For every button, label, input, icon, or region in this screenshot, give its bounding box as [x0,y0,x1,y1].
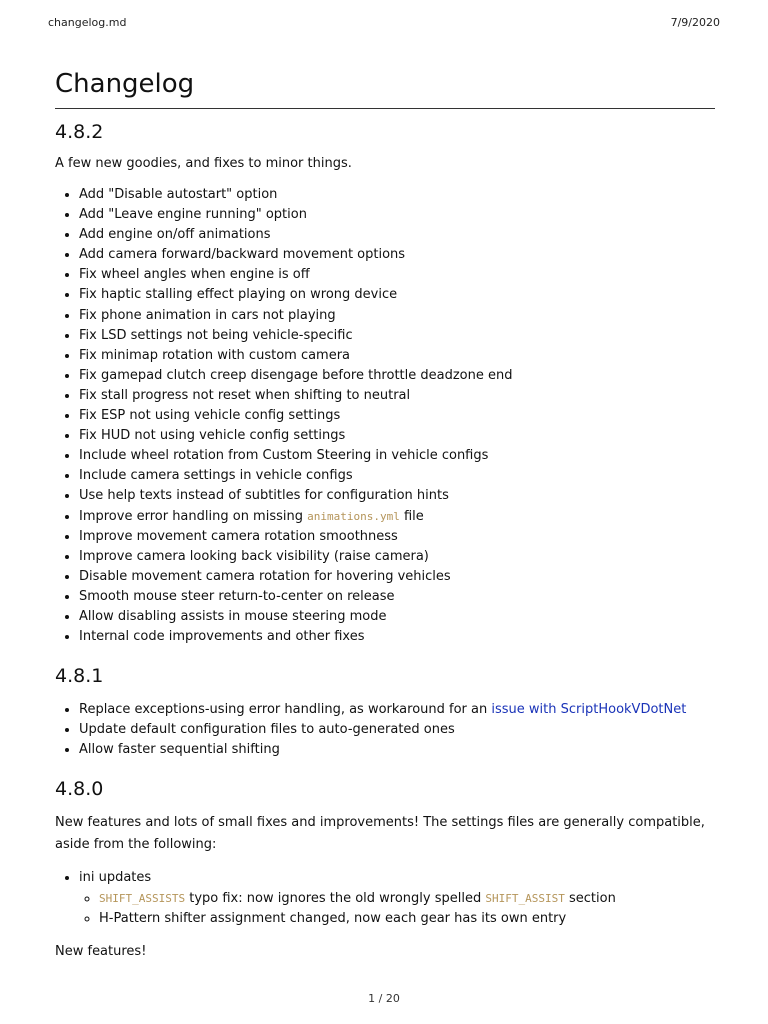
list-item: • Fix haptic stalling effect playing on wrong device [79,285,715,305]
list-item [99,889,715,909]
list-item: • Use help texts instead of subtitles for configuration hints [79,486,715,506]
list-item: • Disable movement camera rotation for hovering vehicles [79,567,715,587]
list-item: • Improve movement camera rotation smoothness [79,527,715,547]
list-item: • Fix minimap rotation with custom camera [79,346,715,366]
list-item-text: file [403,508,424,524]
list-item-text: ini updates [79,870,152,886]
heading-4-8-1: 4.8.1 [55,665,104,688]
inline-code: SHIFT_ASSIST [485,891,565,905]
list-item: • Add engine on/off animations [79,225,715,245]
list-item: • Fix gamepad clutch creep disengage before throttle deadzone end [79,366,715,386]
list-item: • Add camera forward/backward movement options [79,245,715,265]
list-item: • Fix wheel angles when engine is off [79,265,715,285]
heading-4-8-2: 4.8.2 [55,121,104,143]
sub-list [79,889,715,929]
list-item: • Fix HUD not using vehicle config settings [79,426,715,446]
list-item [79,868,715,928]
list-item: • Fix phone animation in cars not playing [79,306,715,326]
list-item: • Add "Disable autostart" option [79,185,715,205]
list-item: • Fix LSD settings not being vehicle-specific [79,326,715,346]
heading-4-8-0: 4.8.0 [55,778,104,801]
scripthookvdotnet-issue-link[interactable]: issue with ScriptHookVDotNet [491,702,687,718]
list-item: • Fix ESP not using vehicle config settings [79,406,715,426]
list-4-8-0 [55,868,715,928]
list-item [79,507,715,527]
inline-code: SHIFT_ASSISTS [99,891,186,905]
list-item: • Smooth mouse steer return-to-center on release [79,587,715,607]
document-body [55,64,715,963]
list-item: • Internal code improvements and other fixes [79,627,715,647]
intro-4-8-2: A few new goodies, and fixes to minor things. [55,156,352,171]
intro-4-8-0: New features and lots of small fixes and improvements! The settings files are generally compatible, aside from the following: [55,815,705,853]
list-item: • Include camera settings in vehicle configs [79,466,715,486]
list-4-8-1 [55,700,715,760]
print-date: 7/9/2020 [670,16,720,29]
list-item-text: Improve error handling on missing [79,508,303,524]
list-item-text: typo fix: now ignores the old wrongly spelled [189,890,482,906]
list-item: • Allow disabling assists in mouse steering mode [79,607,715,627]
list-item [79,700,715,720]
list-item: • Add "Leave engine running" option [79,205,715,225]
page-title: Changelog [55,64,715,109]
list-item: • Allow faster sequential shifting [79,740,715,760]
list-item: • Include wheel rotation from Custom Steering in vehicle configs [79,446,715,466]
new-features-label: New features! [55,943,147,959]
list-item-text: section [569,890,616,906]
inline-code: animations.yml [307,509,400,523]
file-name: changelog.md [48,16,127,29]
list-4-8-2 [55,185,715,647]
page-number: 1 / 20 [368,992,400,1005]
list-item: • Fix stall progress not reset when shifting to neutral [79,386,715,406]
list-item: • Improve camera looking back visibility (raise camera) [79,547,715,567]
list-item-text: Replace exceptions-using error handling, as workaround for an [79,702,488,718]
list-item: ◦ H-Pattern shifter assignment changed, now each gear has its own entry [99,909,715,929]
list-item: • Update default configuration files to auto-generated ones [79,720,715,740]
print-header [48,12,720,32]
